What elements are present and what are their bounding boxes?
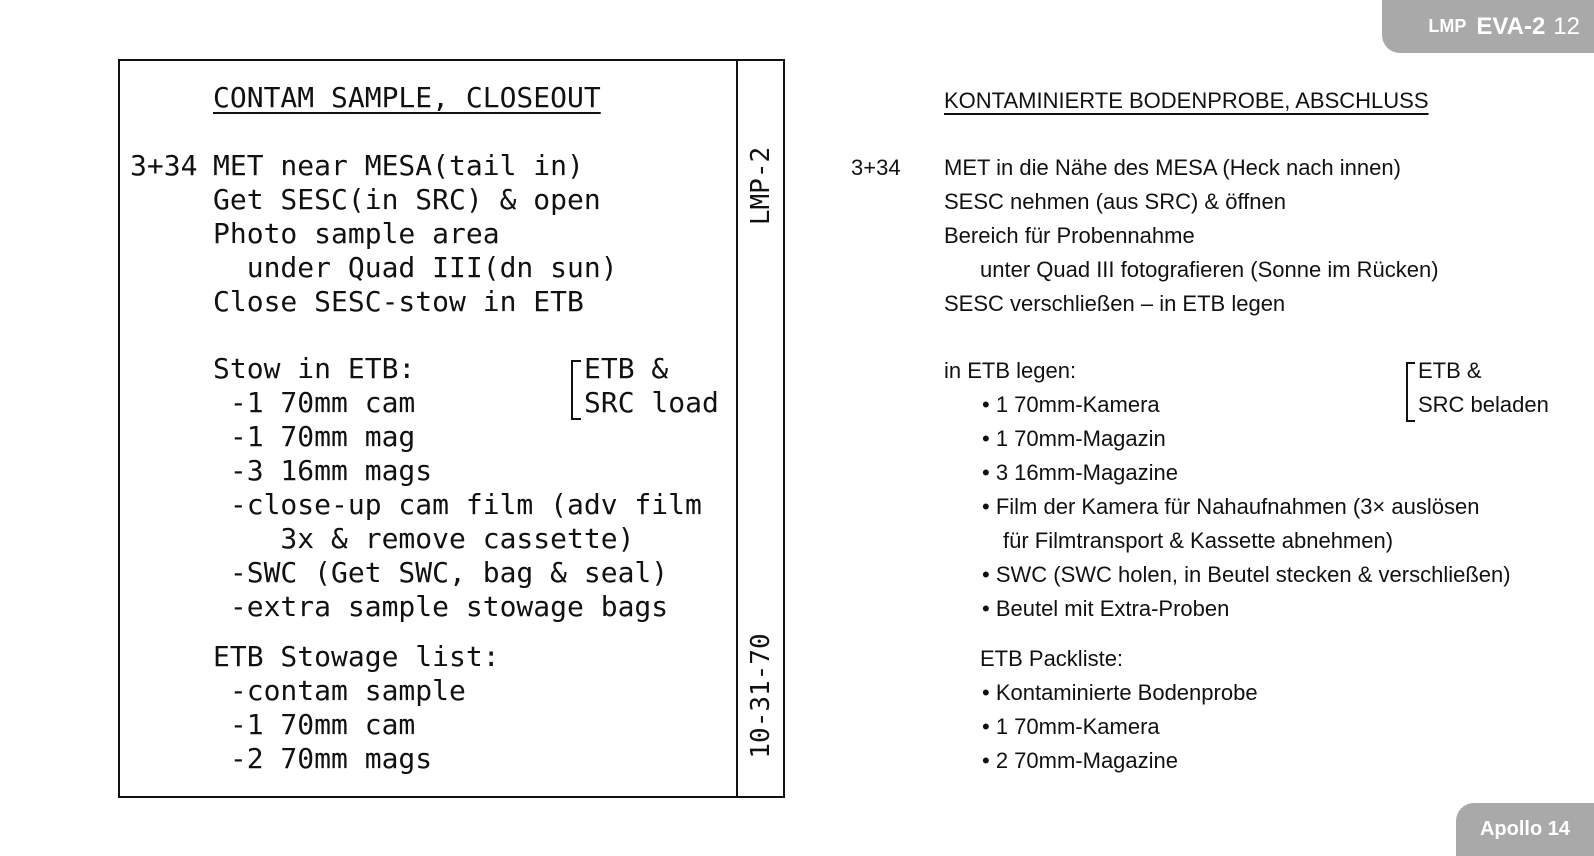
translation-list-item: • 2 70mm-Magazine [982,748,1179,773]
page-header-tab [1382,0,1594,53]
card-list-item: -contam sample [213,674,466,707]
card-time: 3+34 [130,149,198,182]
translation-step: SESC verschließen – in ETB legen [944,291,1286,316]
card-step: Photo sample area [213,217,500,250]
card-stow-heading: Stow in ETB: [213,352,416,385]
translation-stow-item: • Beutel mit Extra-Proben [982,596,1230,621]
translation-list-item: • Kontaminierte Bodenprobe [982,680,1258,705]
card-step: under Quad III(dn sun) [213,251,618,284]
translation-step: SESC nehmen (aus SRC) & öffnen [944,189,1286,214]
translation-list-item: • 1 70mm-Kamera [982,714,1160,739]
mission-tab: Apollo 14 [1456,803,1594,856]
crew-role: LMP [1428,16,1467,36]
translation-stow-item: • Film der Kamera für Nahaufnahmen (3× auslösen [982,494,1480,519]
card-side-label-bottom: 10-31-70 [745,633,776,759]
card-stow-item: -extra sample stowage bags [213,590,669,623]
card-step: Close SESC-stow in ETB [213,285,584,318]
card-title: CONTAM SAMPLE, CLOSEOUT [213,81,601,114]
translation-stow-item: für Filmtransport & Kassette abnehmen) [1003,528,1394,553]
translation-stow-item: • 1 70mm-Magazin [982,426,1166,451]
card-stow-item: 3x & remove cassette) [213,522,635,555]
translation-bracket-note: ETB & [1418,358,1482,383]
checklist-card [118,59,785,798]
translation-stow-heading: in ETB legen: [944,358,1077,383]
eva-label: EVA-2 [1476,12,1546,40]
card-stow-item: -SWC (Get SWC, bag & seal) [213,556,669,589]
card-stow-item: -3 16mm mags [213,454,433,487]
card-stow-item: -1 70mm cam [213,386,416,419]
card-step: Get SESC(in SRC) & open [213,183,601,216]
translation-time: 3+34 [851,155,901,180]
translation-stow-item: • 3 16mm-Magazine [982,460,1179,485]
card-side-label-top: LMP-2 [745,146,776,226]
card-side-strip [736,61,783,796]
translation-step: Bereich für Probennahme [944,223,1195,248]
translation-step: MET in die Nähe des MESA (Heck nach innen) [944,155,1401,180]
card-list-item: -1 70mm cam [213,708,416,741]
card-bracket-note: SRC load [584,386,719,419]
translation-stow-item: • SWC (SWC holen, in Beutel stecken & verschließen) [982,562,1511,587]
translation-stow-item: • 1 70mm-Kamera [982,392,1160,417]
card-stow-item: -close-up cam film (adv film [213,488,702,521]
translation-title: KONTAMINIERTE BODENPROBE, ABSCHLUSS [944,88,1429,113]
card-stow-item: -1 70mm mag [213,420,416,453]
card-step: MET near MESA(tail in) [213,149,584,182]
translation-bracket [1406,362,1415,422]
card-bracket-note: ETB & [584,352,669,385]
translation-step: unter Quad III fotografieren (Sonne im Rücken) [980,257,1439,282]
page-number: 12 [1553,12,1580,40]
card-list-item: -2 70mm mags [213,742,433,775]
card-list-heading: ETB Stowage list: [213,640,500,673]
translation-list-heading: ETB Packliste: [980,646,1124,671]
card-bracket [571,360,581,420]
translation-bracket-note: SRC beladen [1418,392,1549,417]
